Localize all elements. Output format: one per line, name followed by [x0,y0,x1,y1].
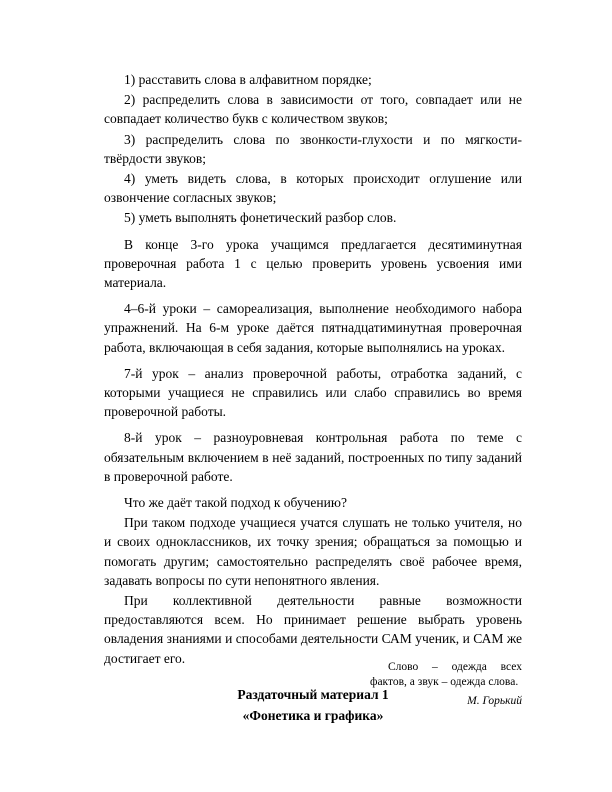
epigraph [370,660,522,709]
paragraph-approach: При таком подходе учащиеся учатся слушать не только учителя, но и своих одноклассников, их точку зрения; обращаться за помощью и помогать другим; самостоятельно распределять своё рабочее время, задавать вопросы по сути непонятного явления. [104,515,522,588]
list-item-5: 5) уметь выполнять фонетический разбор слов. [124,210,397,226]
handout-subtitle: «Фонетика и графика» [242,707,384,723]
paragraph-lessons-4-6: 4–6-й уроки – самореализация, выполнение необходимого набора упражнений. На 6-м уроке даётся пятнадцатиминутная проверочная работа, включающая в себя задания, которые выполнялись на уроках. [104,301,522,355]
list-item-3: 3) распределить слова по звонкости-глухости и по мягкости-твёрдости звуков; [104,131,522,166]
epigraph-author: М. Горький [467,695,522,707]
handout-title: Раздаточный материал 1 [237,686,389,702]
paragraph-lesson-8: 8-й урок – разноуровневая контрольная работа по теме с обязательным включением в неё заданий, построенных по типу заданий в проверочной работе. [104,430,522,484]
paragraph-lesson-7: 7-й урок – анализ проверочной работы, отработка заданий, с которыми учащиеся не справились или слабо справились во время проверочной работы. [104,365,522,420]
paragraph-question: Что же даёт такой подход к обучению? [124,495,347,511]
list-item-1: 1) расставить слова в алфавитном порядке; [124,72,372,87]
paragraph-collective: При коллективной деятельности равные возможности предоставляются всем. Но принимает решение выбрать уровень овладения знаниями и способами деятельности САМ ученик, и САМ же достигает его. [104,593,522,666]
epigraph-quote: Слово – одежда всех фактов, а звук – одежда слова. [370,661,522,688]
main-text [104,70,522,726]
list-item-2: 2) распределить слова в зависимости от того, совпадает или не совпадает количество букв с количеством звуков; [104,92,522,127]
list-item-4: 4) уметь видеть слова, в которых происходит оглушение или озвончение согласных звуков; [104,171,522,206]
paragraph-lesson-3: В конце 3-го урока учащимся предлагается десятиминутная проверочная работа 1 с целью проверить уровень усвоения ими материала. [104,236,522,291]
